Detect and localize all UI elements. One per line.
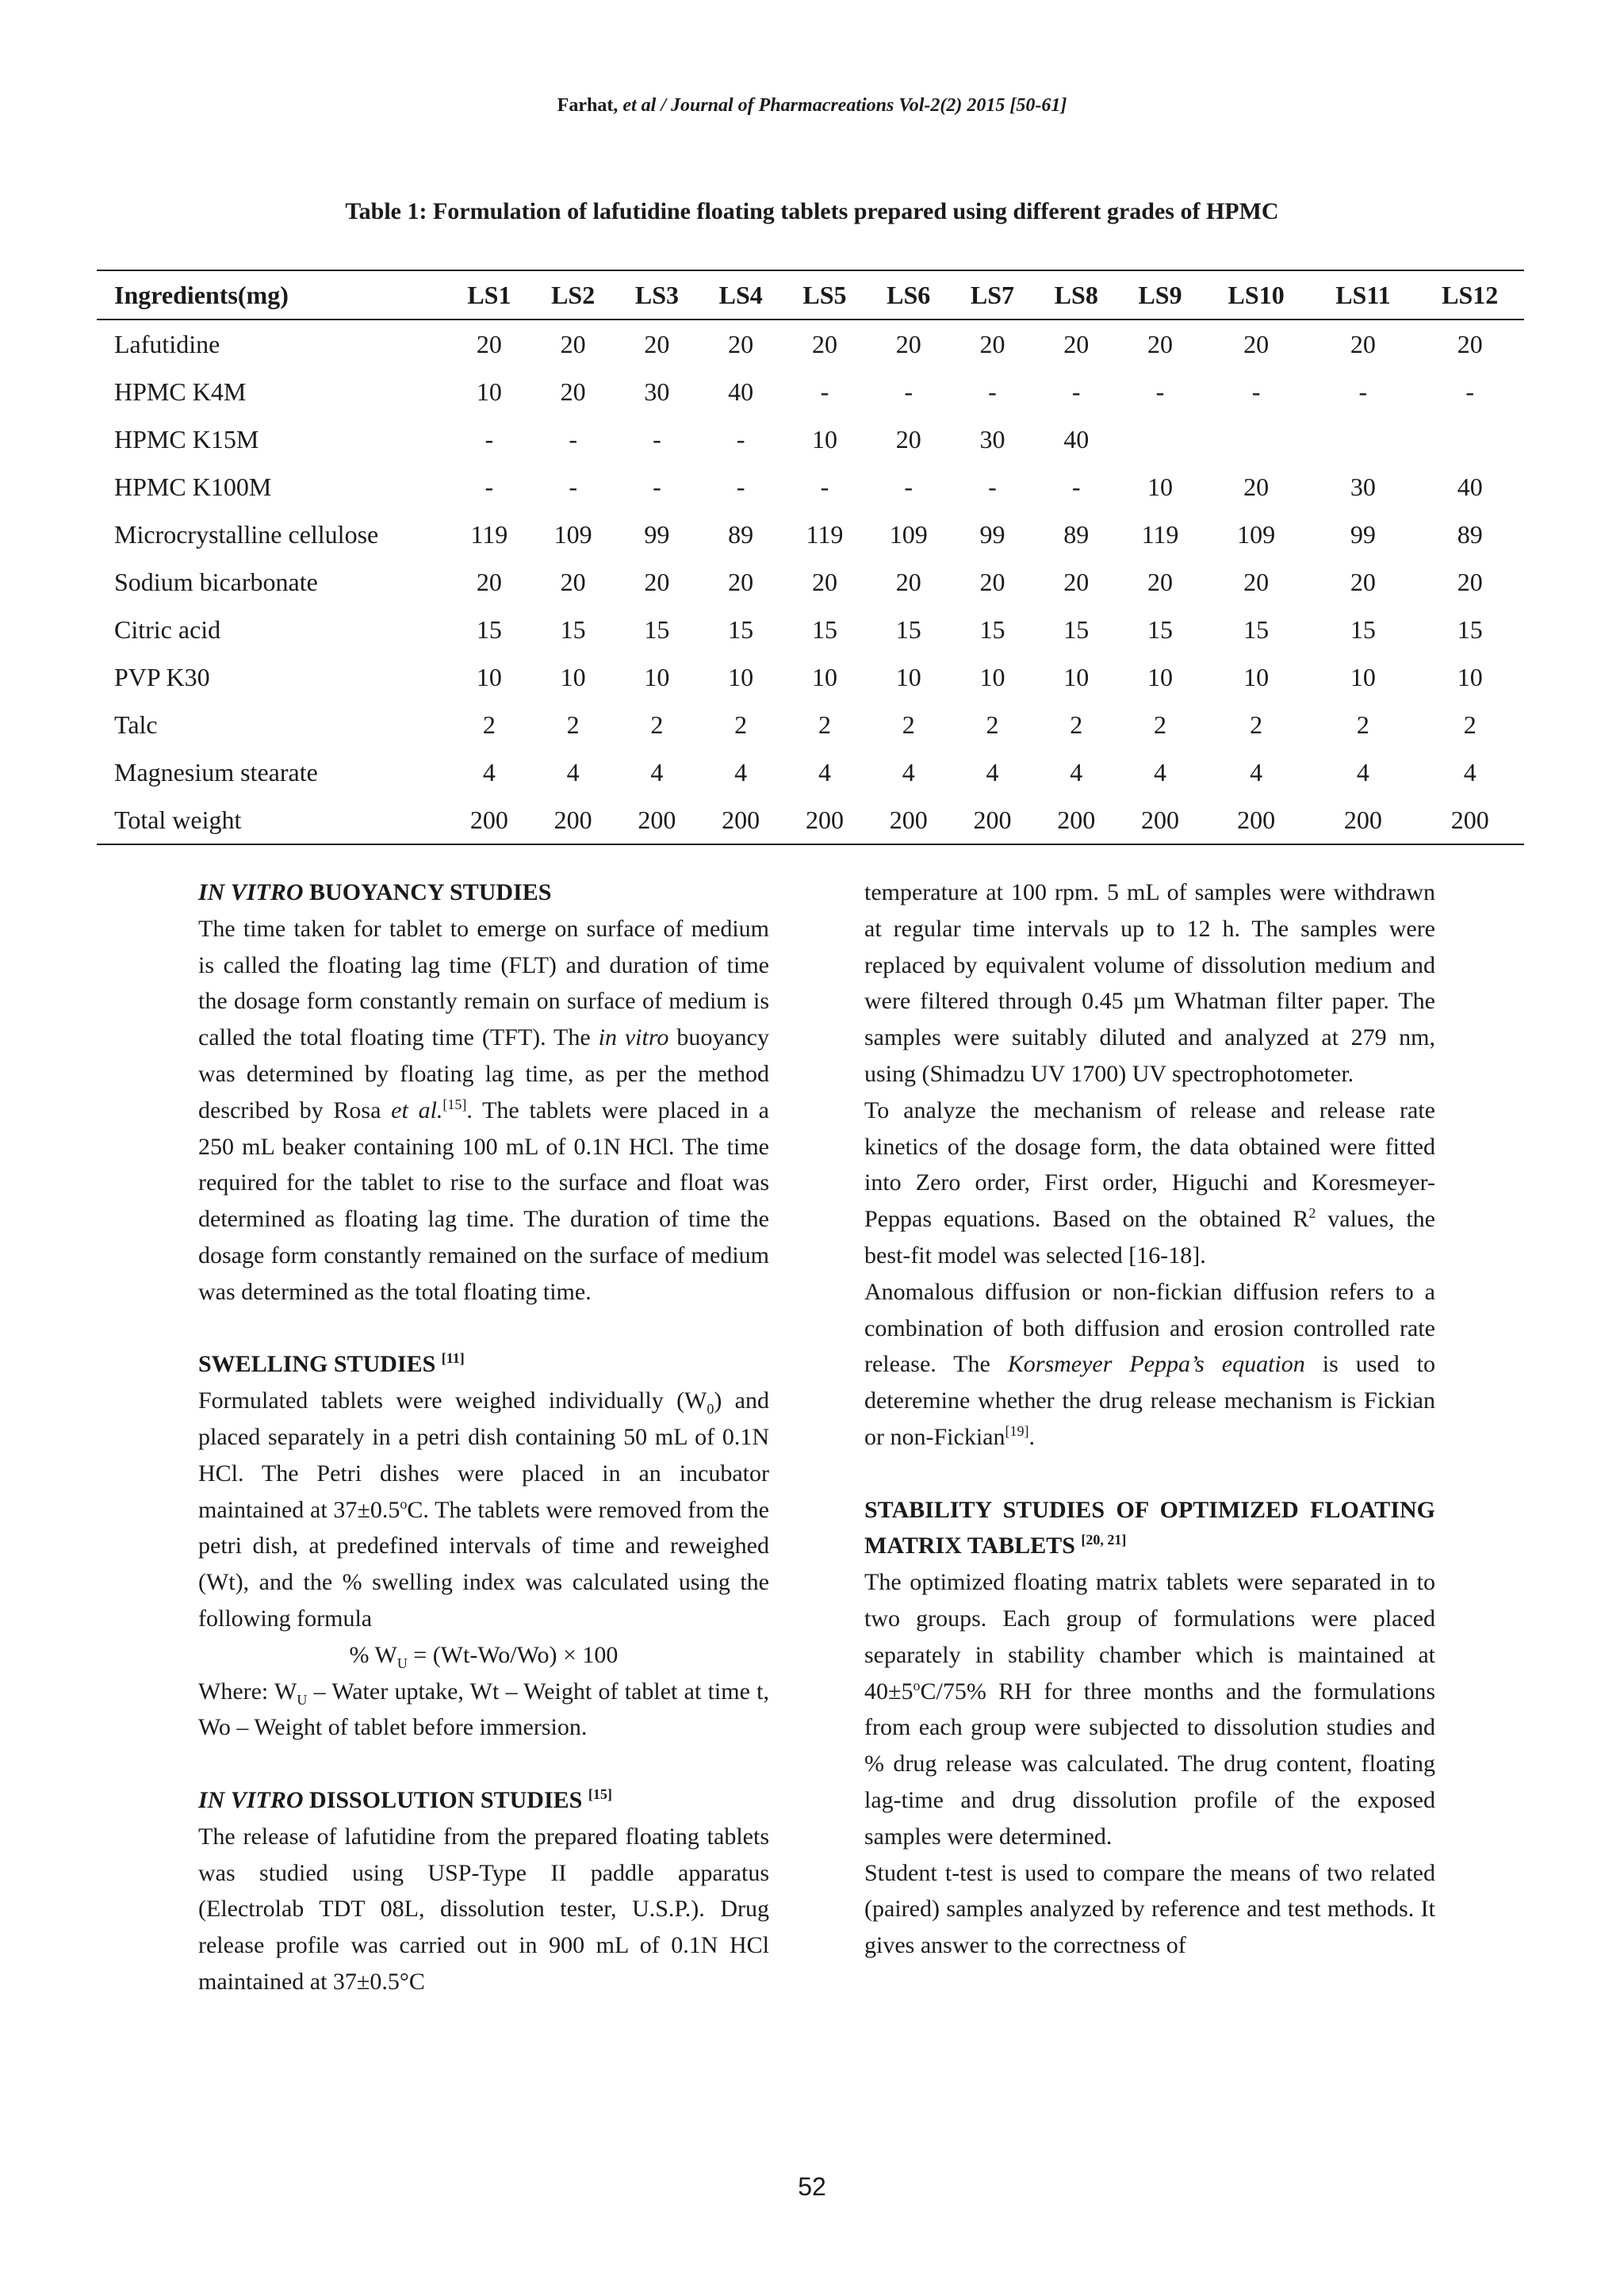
ingredient-name-cell: Citric acid [114,614,221,644]
table-caption: Table 1: Formulation of lafutidine floating tablets prepared using different grades of HPMC [345,198,1279,224]
ingredient-amount-cell: 4 [482,757,496,786]
ingredient-amount-cell: 4 [734,757,748,786]
ingredient-amount-cell: - [1358,377,1368,406]
ingredient-amount-cell: 119 [1141,519,1179,549]
ingredient-amount-cell: 4 [902,757,915,786]
ingredient-amount-cell: 10 [979,662,1005,691]
table-header-ingredients: Ingredients(mg) [114,280,289,309]
ingredient-amount-cell: - [1251,377,1261,406]
ingredient-amount-cell: 109 [1237,519,1276,549]
ingredient-amount-cell: 99 [644,519,670,549]
ingredient-amount-cell: 200 [973,805,1012,834]
table-row [97,653,1524,701]
dissolution-paragraph: The release of lafutidine from the prepared floating tablets was studied using USP-Type II paddle apparatus (Electrolab TDT 08L, dissolution tester, U.S.P.). Drug release profile was carried out in 900 mL of 0.1N HCl maintained at 37±0.5°C [198,1823,769,1995]
ingredient-name-cell: HPMC K15M [114,424,259,453]
ingredient-amount-cell: 20 [895,567,921,596]
header-etal: et al [622,95,657,116]
ingredient-amount-cell: 200 [638,805,676,834]
ingredient-amount-cell: 4 [1356,757,1369,786]
ingredient-amount-cell: 15 [1243,614,1270,644]
ingredient-amount-cell: 4 [650,757,664,786]
ingredient-amount-cell: - [988,377,997,406]
ingredient-amount-cell: 10 [811,424,837,453]
ingredient-amount-cell: 20 [811,567,837,596]
ingredient-amount-cell [1202,415,1310,463]
ingredient-amount-cell: 15 [895,614,921,644]
ingredient-amount-cell: 10 [1147,662,1173,691]
ingredient-amount-cell: 10 [1063,662,1090,691]
table-header-ls9: LS9 [1138,280,1182,309]
ingredient-amount-cell: 20 [1350,567,1376,596]
ingredient-name-cell: Sodium bicarbonate [114,567,318,596]
ingredient-amount-cell: 10 [560,662,586,691]
ingredient-amount-cell: 200 [1237,805,1276,834]
ingredient-amount-cell: 200 [889,805,928,834]
table-row [97,558,1524,606]
ingredient-amount-cell: 10 [728,662,754,691]
ingredient-amount-cell: 15 [1457,614,1483,644]
running-header [0,95,1624,117]
ingredient-amount-cell: 89 [1063,519,1090,549]
ingredient-amount-cell: - [988,472,997,501]
ingredient-amount-cell: 4 [1154,757,1166,786]
ingredient-amount-cell: 15 [1147,614,1173,644]
ingredient-amount-cell: - [820,472,829,501]
ingredient-amount-cell: 2 [1154,710,1166,739]
table-row [97,796,1524,844]
ingredient-name-cell: Lafutidine [114,329,220,358]
ingredient-amount-cell: 15 [1350,614,1376,644]
ingredient-amount-cell: 20 [1243,567,1270,596]
ingredient-amount-cell: 20 [1243,472,1270,501]
ingredient-name-cell: Talc [114,710,158,739]
ingredient-name-cell: Microcrystalline cellulose [114,519,379,549]
ingredient-amount-cell: 4 [1250,757,1263,786]
ingredient-amount-cell: - [820,377,829,406]
ingredient-amount-cell: 20 [560,329,586,358]
ingredient-amount-cell: 119 [806,519,844,549]
ingredient-amount-cell: 2 [1070,710,1083,739]
ingredient-amount-cell: - [904,377,914,406]
ingredient-amount-cell: 20 [560,567,586,596]
diffusion-paragraph: Anomalous diffusion or non-fickian diffusion refers to a combination of both diffusion and erosion controlled rate release. The Korsmeyer Peppa’s equation is used to deteremine whether the drug release mechanism is Fickian or non-Fickian[19]. [864,1278,1435,1450]
ingredient-amount-cell: 2 [902,710,915,739]
ingredient-amount-cell: 20 [979,329,1005,358]
ingredient-amount-cell: 20 [1243,329,1270,358]
ingredient-amount-cell: 4 [986,757,999,786]
table-header-ls8: LS8 [1054,280,1098,309]
ingredient-amount-cell: 20 [560,377,586,406]
ingredient-amount-cell: - [904,472,914,501]
table-header-ls12: LS12 [1442,280,1499,309]
ingredient-amount-cell: 40 [1457,472,1483,501]
ingredient-amount-cell: 2 [650,710,664,739]
ingredient-amount-cell: 20 [1457,567,1483,596]
ingredient-amount-cell: 10 [1147,472,1173,501]
header-authors: Farhat, [557,95,619,116]
ingredient-amount-cell: 30 [979,424,1005,453]
ingredient-amount-cell: 10 [1243,662,1270,691]
ingredient-amount-cell: 20 [644,567,670,596]
ingredient-amount-cell: - [485,424,494,453]
swelling-heading: SWELLING STUDIES [11] [198,1350,465,1378]
left-column [198,874,769,2000]
ingredient-amount-cell: - [569,472,577,501]
ingredient-name-cell: HPMC K100M [114,472,272,501]
table-header-ls11: LS11 [1335,280,1391,309]
table-row [97,320,1524,368]
ingredient-amount-cell: 10 [476,377,502,406]
stability-heading: STABILITY STUDIES OF OPTIMIZED FLOATING MATRIX TABLETS [20, 21] [864,1496,1435,1559]
ingredient-amount-cell: - [1465,377,1475,406]
swelling-paragraph: Formulated tablets were weighed individually $(W_0)$ and placed separately in a petri dish containing 50 mL of 0.1N HCl. The Petri dishes were placed in an incubator maintained at $37\pm 0.5^oC$. The tablets were removed from the petri dish, at predefined intervals of time and reweighed (Wt), and the % swelling index was calculated using the following formula [198,1387,769,1632]
ingredient-amount-cell: 20 [728,329,754,358]
ingredient-amount-cell: 2 [1463,710,1477,739]
ingredient-amount-cell: 10 [644,662,670,691]
ingredient-amount-cell: 200 [1343,805,1382,834]
table-header-ls5: LS5 [802,280,847,309]
ingredient-amount-cell: 20 [476,567,502,596]
ingredient-amount-cell: 4 [1070,757,1083,786]
ingredient-amount-cell: 20 [1063,567,1090,596]
stability-paragraph: The optimized floating matrix tablets were separated in to two groups. Each group of formulations were placed separately in stability chamber which is maintained at $40\pm 5^oC/75\%$ RH for three months and the formulations from each group were subjected to dissolution studies and % drug release was calculated. The drug content, floating lag-time and drug dissolution profile of the exposed samples were determined. [864,1569,1435,1850]
ingredient-amount-cell: 15 [1063,614,1090,644]
ingredient-amount-cell: 15 [728,614,754,644]
ingredient-amount-cell: 119 [470,519,508,549]
ingredient-amount-cell: 20 [1147,567,1173,596]
ingredient-amount-cell: - [653,472,661,501]
ingredient-amount-cell: 20 [1457,329,1483,358]
ingredient-amount-cell: 40 [1063,424,1090,453]
table-header-ls2: LS2 [551,280,596,309]
table-header-ls7: LS7 [970,280,1015,309]
ingredient-amount-cell: 4 [566,757,580,786]
table-row [97,415,1524,463]
ingredient-amount-cell: 4 [818,757,831,786]
ingredient-amount-cell: - [485,472,494,501]
ingredient-amount-cell: 200 [722,805,760,834]
ingredient-amount-cell: 15 [476,614,502,644]
ingredient-amount-cell: 30 [644,377,670,406]
dissolution-paragraph-continued: temperature at 100 rpm. 5 mL of samples were withdrawn at regular time intervals up to 12 h. The samples were replaced by equivalent volume of dissolution medium and were filtered through 0.45 µm Whatman filter paper. The samples were suitably diluted and analyzed at 279 nm, using (Shimadzu UV 1700) UV spectrophotometer. [864,879,1435,1087]
right-column [864,874,1435,1964]
ingredient-amount-cell: 109 [553,519,592,549]
ingredient-amount-cell: 200 [1450,805,1489,834]
kinetics-paragraph: To analyze the mechanism of release and release rate kinetics of the dosage form, the data obtained were fitted into Zero order, First order, Higuchi and Koresmeyer-Peppas equations. Based on the obtained $R^2$ values, the best-fit model was selected [16-18]. [864,1096,1435,1269]
ingredient-amount-cell: 20 [476,329,502,358]
header-journal: / Journal of Pharmacreations Vol-2(2) 2015 [50-61] [661,95,1067,116]
ingredient-amount-cell: 10 [1350,662,1376,691]
ingredient-amount-cell: 109 [889,519,928,549]
ingredient-amount-cell: - [1071,472,1081,501]
buoyancy-heading: IN VITRO BUOYANCY STUDIES [198,879,552,905]
ingredient-amount-cell [1118,415,1202,463]
ingredient-amount-cell: 4 [1463,757,1477,786]
ingredient-amount-cell: 20 [895,424,921,453]
table-row [97,463,1524,511]
table-row [97,701,1524,748]
ingredient-amount-cell: 20 [1063,329,1090,358]
ingredient-amount-cell: 10 [811,662,837,691]
ingredient-amount-cell: 200 [469,805,508,834]
ingredient-amount-cell: 20 [728,567,754,596]
ingredient-amount-cell: 20 [1350,329,1376,358]
ingredient-amount-cell: 2 [818,710,831,739]
table-header-ls6: LS6 [887,280,931,309]
ingredient-amount-cell: 20 [1147,329,1173,358]
ingredient-amount-cell: - [1071,377,1081,406]
ingredient-amount-cell: 15 [811,614,837,644]
table-header-ls3: LS3 [634,280,679,309]
ingredient-amount-cell [1415,415,1524,463]
swelling-formula: % $W_U = (Wt-Wo/Wo) \times 100$ [349,1641,619,1671]
table-header-ls4: LS4 [718,280,763,309]
buoyancy-paragraph: The time taken for tablet to emerge on surface of medium is called the floating lag time (FLT) and duration of time the dosage form constantly remain on surface of medium is called the total floating time (TFT). The in vitro buoyancy was determined by floating lag time, as per the method described by Rosa et al.[15]. The tablets were placed in a 250 mL beaker containing 100 mL of 0.1N HCl. The time required for the tablet to rise to the surface and float was determined as floating lag time. The duration of time the dosage form constantly remained on the surface of medium was determined as the total floating time. [198,915,769,1305]
ingredient-name-cell: Total weight [114,805,242,834]
ingredient-name-cell: PVP K30 [114,662,210,691]
table-row [97,368,1524,415]
ingredient-amount-cell: 200 [1141,805,1179,834]
ingredient-amount-cell: 15 [979,614,1005,644]
ingredient-amount-cell: - [1155,377,1165,406]
ingredient-amount-cell: - [736,424,745,453]
table-header-ls1: LS1 [467,280,511,309]
ingredient-amount-cell: 99 [979,519,1005,549]
ingredient-amount-cell: 200 [805,805,844,834]
ingredient-amount-cell: 200 [553,805,592,834]
table-body [97,320,1524,844]
ingredient-name-cell: HPMC K4M [114,377,247,406]
ingredient-amount-cell: 2 [1250,710,1263,739]
ingredient-amount-cell: 2 [734,710,748,739]
ingredient-amount-cell: 20 [644,329,670,358]
ttest-paragraph: Student t-test is used to compare the means of two related (paired) samples analyzed by reference and test methods. It gives answer to the correctness of [864,1859,1435,1959]
table-header-ls10: LS10 [1228,280,1285,309]
ingredient-amount-cell: 200 [1057,805,1096,834]
ingredient-amount-cell: 15 [560,614,586,644]
ingredient-amount-cell: 20 [811,329,837,358]
ingredient-name-cell: Magnesium stearate [114,757,318,786]
ingredient-amount-cell: 10 [476,662,502,691]
ingredient-amount-cell: 99 [1350,519,1376,549]
ingredient-amount-cell [1310,415,1415,463]
ingredient-amount-cell: 10 [895,662,921,691]
ingredient-amount-cell: 10 [1457,662,1483,691]
ingredient-amount-cell: 40 [728,377,754,406]
ingredient-amount-cell: 20 [895,329,921,358]
page-number: 52 [798,2172,826,2201]
ingredient-amount-cell: 2 [1356,710,1369,739]
table-row [97,606,1524,653]
ingredient-amount-cell: 2 [482,710,496,739]
ingredient-amount-cell: 2 [986,710,999,739]
table-row [97,511,1524,558]
formulation-table [97,270,1524,845]
swelling-where: Where: $W_U$ – Water uptake, Wt – Weight of tablet at time t, Wo – Weight of tablet before immersion. [198,1678,769,1741]
ingredient-amount-cell: 89 [728,519,754,549]
ingredient-amount-cell: 15 [644,614,670,644]
ingredient-amount-cell: - [736,472,745,501]
table-header-row [97,270,1524,320]
ingredient-amount-cell: 20 [979,567,1005,596]
table-row [97,748,1524,796]
ingredient-amount-cell: - [569,424,577,453]
ingredient-amount-cell: - [653,424,661,453]
dissolution-heading: IN VITRO DISSOLUTION STUDIES [15] [198,1785,612,1813]
ingredient-amount-cell: 30 [1350,472,1376,501]
ingredient-amount-cell: 2 [566,710,580,739]
ingredient-amount-cell: 89 [1457,519,1483,549]
